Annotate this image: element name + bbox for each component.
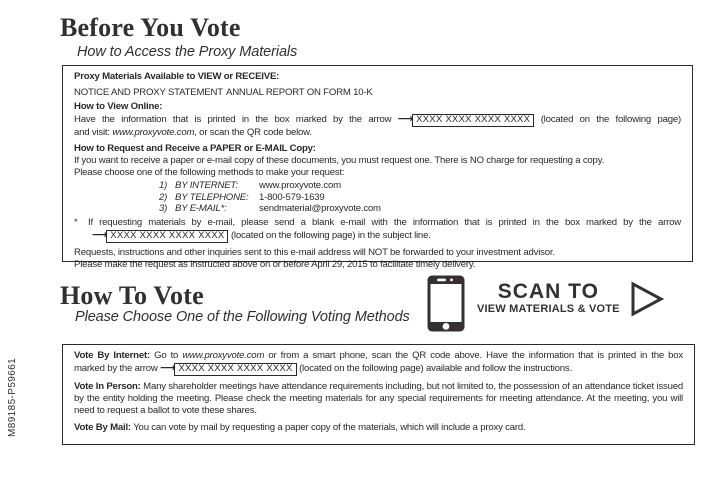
list-item-telephone [159,192,681,203]
method-label: BY TELEPHONE: [175,191,249,203]
method-number: 3) [159,202,168,214]
note-not-forwarded: Requests, instructions and other inquiries sent to this e-mail address will NOT be forwarded to your investment advisor. [74,246,555,258]
vote-in-person-text: Many shareholder meetings have attendance requirements including, but not limited to, the possession of an attendance ticket issued by the entity holding the meeting. Please check the meeting materials for any special requirements for meeting attendance. At the meeting, you will need to request a ballot to vote these shares. [74,380,684,416]
view-online-line2-post: , or scan the QR code below. [194,126,312,138]
proxyvote-url: www.proxyvote.com [112,126,195,138]
arrow-right-icon: ⟶ [160,361,176,375]
scan-text-block [477,281,620,315]
doc-annual-report: ANNUAL REPORT ON FORM 10-K [226,87,373,99]
proxy-materials-box [62,65,693,271]
view-online-line1-post: (located on the following page) [540,114,682,126]
doc-notice-proxy-statement: NOTICE AND PROXY STATEMENT [74,87,223,99]
method-label: BY E-MAIL*: [175,202,227,214]
voting-methods-box [62,344,695,445]
documents-row [74,87,681,99]
proxyvote-url: www.proxyvote.com [182,350,265,361]
view-materials-vote-label: VIEW MATERIALS & VOTE [477,303,620,315]
arrow-triangle-icon [630,281,664,317]
footnote-line2-post: (located on the following page) in the subject line. [230,230,431,242]
internet-line1-post: or from a smart phone, scan the QR code above. Have the information that is printed in the box [268,350,684,361]
request-copy-line1: If you want to receive a paper or e-mail copy of these documents, you must request one. There is NO charge for requesting a copy. [74,154,605,166]
vote-by-internet-label: Vote By Internet: [74,350,150,361]
scan-to-vote-banner [427,275,664,332]
email-footnote [74,217,681,243]
list-item-email [159,203,681,214]
vote-by-mail-label: Vote By Mail: [74,421,131,433]
asterisk-marker: * [74,217,78,229]
before-you-vote-title: Before You Vote [60,13,241,42]
footnote-line2 [88,229,681,243]
vote-by-internet-line2 [74,362,683,376]
how-to-vote-title: How To Vote [60,281,204,310]
arrow-right-icon: ⟶ [397,112,414,126]
form-code-vertical: M89185-P59661 [7,357,18,437]
vote-in-person-label: Vote In Person: [74,380,141,392]
scan-to-label: SCAN TO [497,280,599,303]
how-to-vote-subtitle: Please Choose One of the Following Voting Methods [75,309,410,325]
method-value-telephone: 1-800-579-1639 [259,191,325,203]
vote-in-person-paragraph [74,381,683,417]
request-copy-heading: How to Request and Receive a PAPER or E-MAIL Copy: [74,142,316,154]
control-number-box: XXXX XXXX XXXX XXXX [106,230,228,243]
method-number: 1) [159,180,168,192]
arrow-right-icon: ⟶ [92,228,108,242]
method-number: 2) [159,191,168,203]
method-label: BY INTERNET: [175,180,238,192]
request-copy-line2: Please choose one of the following methods to make your request: [74,167,345,179]
internet-pre: Go to [154,350,179,361]
method-value-email: sendmaterial@proxyvote.com [259,202,381,214]
vote-by-mail-paragraph [74,422,683,434]
view-online-heading: How to View Online: [74,101,163,113]
view-online-line2-pre: and visit: [74,126,110,138]
smartphone-icon [427,275,465,332]
method-value-internet: www.proxyvote.com [259,180,341,192]
internet-line2-post: (located on the following page) available and follow the instructions. [299,363,572,375]
footnote-line1: If requesting materials by e-mail, please send a blank e-mail with the information that is printed in the box marked by the arrow [88,217,681,229]
view-online-line2 [74,127,681,139]
note-deadline: Please make the request as instructed above on or before April 29, 2015 to facilitate timely delivery. [74,259,476,271]
view-online-line1-text: Have the information that is printed in the box marked by the arrow [74,114,392,126]
vote-by-mail-text: You can vote by mail by requesting a paper copy of the materials, which will include a proxy card. [133,421,526,433]
internet-line2-pre: marked by the arrow [74,363,158,375]
control-number-box: XXXX XXXX XXXX XXXX [412,114,534,127]
control-number-box: XXXX XXXX XXXX XXXX [174,363,296,376]
before-you-vote-subtitle: How to Access the Proxy Materials [77,44,298,60]
available-heading: Proxy Materials Available to VIEW or RECEIVE: [74,71,280,82]
request-methods-list [159,180,681,214]
view-online-line1 [74,113,681,127]
list-item-internet [159,180,681,191]
